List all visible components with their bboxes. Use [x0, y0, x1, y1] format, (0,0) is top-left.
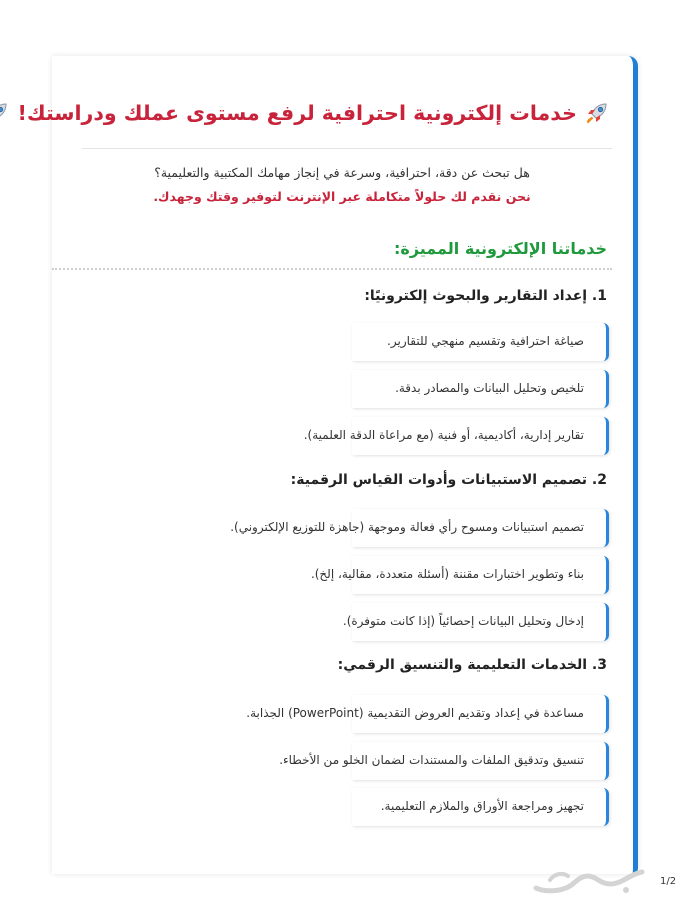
service-item: [310, 556, 609, 594]
service-item-text: إدخال وتحليل البيانات إحصائياً (إذا كانت متوفرة).: [342, 614, 584, 628]
title-divider: [82, 148, 612, 149]
service-item: [303, 417, 609, 455]
service-item-text: تنسيق وتدقيق الملفات والمستندات لضمان الخلو من الأخطاء.: [279, 753, 584, 767]
service-item: [246, 695, 609, 733]
service-item-text: مساعدة في إعداد وتقديم العروض التقديمية (PowerPoint) الجذابة.: [246, 706, 584, 720]
service-item: [230, 509, 609, 547]
service-item-text: تقارير إدارية، أكاديمية، أو فنية (مع مراعاة الدقة العلمية).: [303, 428, 584, 442]
service-item: [279, 742, 609, 780]
service-item-text: تجهيز ومراجعة الأوراق والملازم التعليمية.: [380, 799, 584, 813]
dotted-divider: [52, 268, 612, 270]
service-item-text: تصميم استبيانات ومسوح رأي فعالة وموجهة (جاهزة للتوزيع الإلكتروني).: [230, 520, 584, 534]
services-heading: خدماتنا الإلكترونية المميزة:: [393, 239, 607, 258]
intro-question: هل تبحث عن دقة، احترافية، وسرعة في إنجاز مهامك المكتبية والتعليمية؟: [154, 165, 530, 180]
service-item: [352, 370, 609, 408]
group-heading-surveys: 2. تصميم الاستبيانات وأدوات القياس الرقمية:: [290, 472, 607, 488]
service-item-text: بناء وتطوير اختبارات مقننة (أسئلة متعددة، مقالية، إلخ).: [310, 567, 584, 581]
document-title: [17, 100, 610, 131]
service-item: [352, 788, 609, 826]
intro-offer: نحن نقدم لك حلولاً متكاملة عبر الإنترنت لتوفير وقتك وجهدك.: [153, 189, 531, 204]
service-item: [342, 603, 609, 641]
service-item: [352, 323, 609, 361]
rocket-icon: [584, 100, 610, 131]
group-heading-reports: 1. إعداد التقارير والبحوث إلكترونيًا:: [364, 288, 607, 304]
document-card: [17, 56, 638, 874]
watermark-logo: [530, 862, 650, 900]
title-text: خدمات إلكترونية احترافية لرفع مستوى عملك ودراستك!: [17, 101, 577, 125]
page-number: 1/2: [660, 876, 677, 887]
service-item-text: صياغة احترافية وتقسيم منهجي للتقارير.: [387, 334, 584, 348]
service-item-text: تلخيص وتحليل البيانات والمصادر بدقة.: [395, 381, 584, 395]
rocket-icon: [0, 100, 10, 131]
group-heading-education: 3. الخدمات التعليمية والتنسيق الرقمي:: [337, 657, 607, 673]
